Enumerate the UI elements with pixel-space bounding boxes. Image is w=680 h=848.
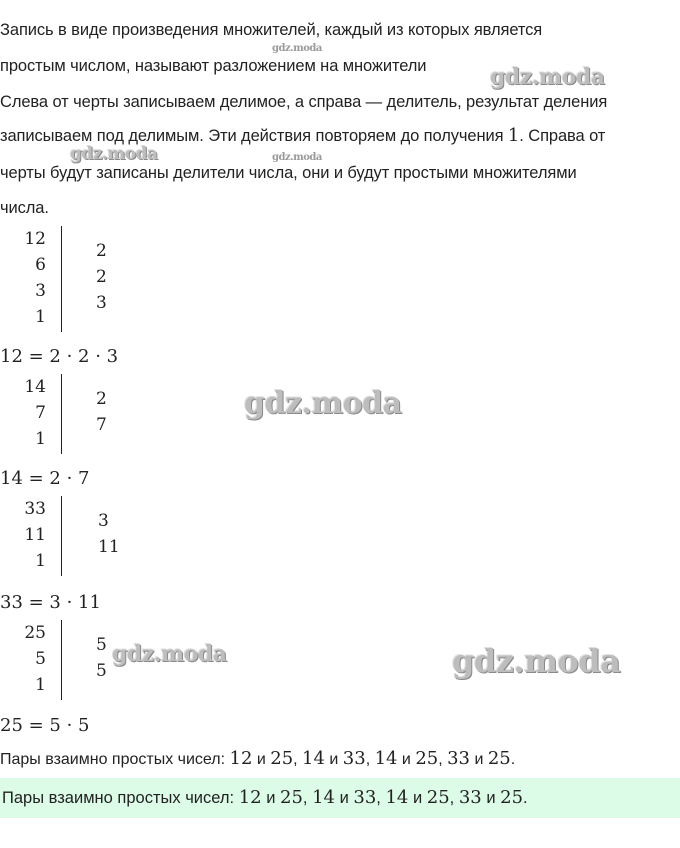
dividend: 5: [35, 649, 46, 669]
divisor: 3: [96, 293, 107, 313]
pair-number: 12: [229, 748, 253, 769]
intro-line-1: Запись в виде произведения множителей, каждый из которых является: [0, 21, 543, 39]
division-bar: [61, 374, 62, 454]
dividend: 12: [24, 229, 46, 249]
dividend: 14: [24, 377, 46, 397]
pair-number: 14: [374, 748, 398, 769]
pair-and: и: [470, 751, 488, 768]
pair-number: 25: [487, 748, 511, 769]
pair-end: .: [523, 789, 528, 807]
dividend: 25: [24, 623, 46, 643]
watermark: gdz.moda: [244, 386, 402, 421]
intro-line-2: простым числом, называют разложением на множители: [0, 57, 427, 75]
dividend: 7: [35, 403, 46, 423]
pair-number: 33: [458, 787, 482, 808]
dividend: 11: [24, 525, 46, 545]
watermark: gdz.moda: [490, 64, 605, 90]
pair-and: и: [252, 751, 271, 768]
pair-separator: ,: [438, 751, 448, 768]
pair-and: и: [324, 751, 343, 768]
dividend: 1: [35, 429, 46, 449]
intro-line-4-number: 1: [507, 125, 520, 146]
pairs-line: [0, 744, 515, 775]
pair-and: и: [397, 751, 416, 768]
divisor: 2: [96, 241, 107, 261]
pair-number: 12: [238, 787, 262, 808]
watermark: gdz.moda: [452, 642, 621, 680]
dividend: 1: [35, 675, 46, 695]
divisor: 5: [96, 635, 107, 655]
dividend: 6: [35, 255, 46, 275]
equation-12: 12 = 2 · 2 · 3: [0, 346, 119, 367]
dividend: 1: [35, 307, 46, 327]
pair-number: 14: [302, 748, 325, 769]
equation-14: 14 = 2 · 7: [0, 468, 90, 489]
watermark: gdz.moda: [70, 144, 158, 164]
pair-number: 14: [312, 787, 335, 808]
dividend: 1: [35, 551, 46, 571]
factorization-12: [0, 226, 200, 336]
pair-and: и: [334, 789, 354, 807]
pair-separator: ,: [376, 789, 386, 807]
divisor: 5: [96, 661, 107, 681]
divisor: 2: [96, 389, 107, 409]
division-bar: [61, 496, 62, 576]
pairs-label: Пары взаимно простых чисел:: [2, 789, 239, 807]
divisor: 2: [96, 267, 107, 287]
division-bar: [61, 226, 62, 332]
intro-line-3: Слева от черты записываем делимое, а справа — делитель, результат деления: [0, 93, 608, 111]
pair-end: .: [510, 751, 516, 768]
division-bar: [61, 620, 62, 700]
pair-separator: ,: [449, 789, 459, 807]
pair-and: и: [261, 789, 280, 807]
watermark: gdz.moda: [272, 43, 322, 54]
watermark: gdz.moda: [272, 152, 322, 163]
divisor: 3: [98, 511, 109, 531]
pair-number: 33: [353, 787, 377, 808]
divisor: 11: [98, 537, 120, 557]
equation-25: 25 = 5 · 5: [0, 715, 90, 736]
dividend: 33: [24, 499, 46, 519]
pairs-label: Пары взаимно простых чисел:: [0, 751, 230, 768]
pair-number: 25: [426, 787, 450, 808]
pair-number: 14: [385, 787, 409, 808]
pair-and: и: [481, 789, 501, 807]
divisor: 7: [96, 415, 107, 435]
pair-number: 25: [500, 787, 524, 808]
intro-line-6: числа.: [0, 199, 49, 217]
pair-separator: ,: [302, 789, 313, 807]
pair-and: и: [408, 789, 427, 807]
intro-line-4-start: записываем под делимым. Эти действия повторяем до получения: [0, 127, 508, 145]
pair-number: 33: [447, 748, 471, 769]
pair-number: 25: [415, 748, 439, 769]
pair-separator: ,: [365, 751, 375, 768]
watermark: gdz.moda: [112, 641, 227, 667]
pair-number: 25: [280, 787, 303, 808]
pair-number: 25: [270, 748, 294, 769]
dividend: 3: [35, 281, 46, 301]
intro-line-4-end: . Справа от: [519, 127, 606, 145]
intro-line-5: черты будут записаны делители числа, они и будут простыми множителями: [0, 164, 577, 182]
pair-number: 33: [342, 748, 366, 769]
pair-separator: ,: [293, 751, 303, 768]
equation-33: 33 = 3 · 11: [0, 592, 101, 613]
answer-highlight: [0, 778, 680, 818]
